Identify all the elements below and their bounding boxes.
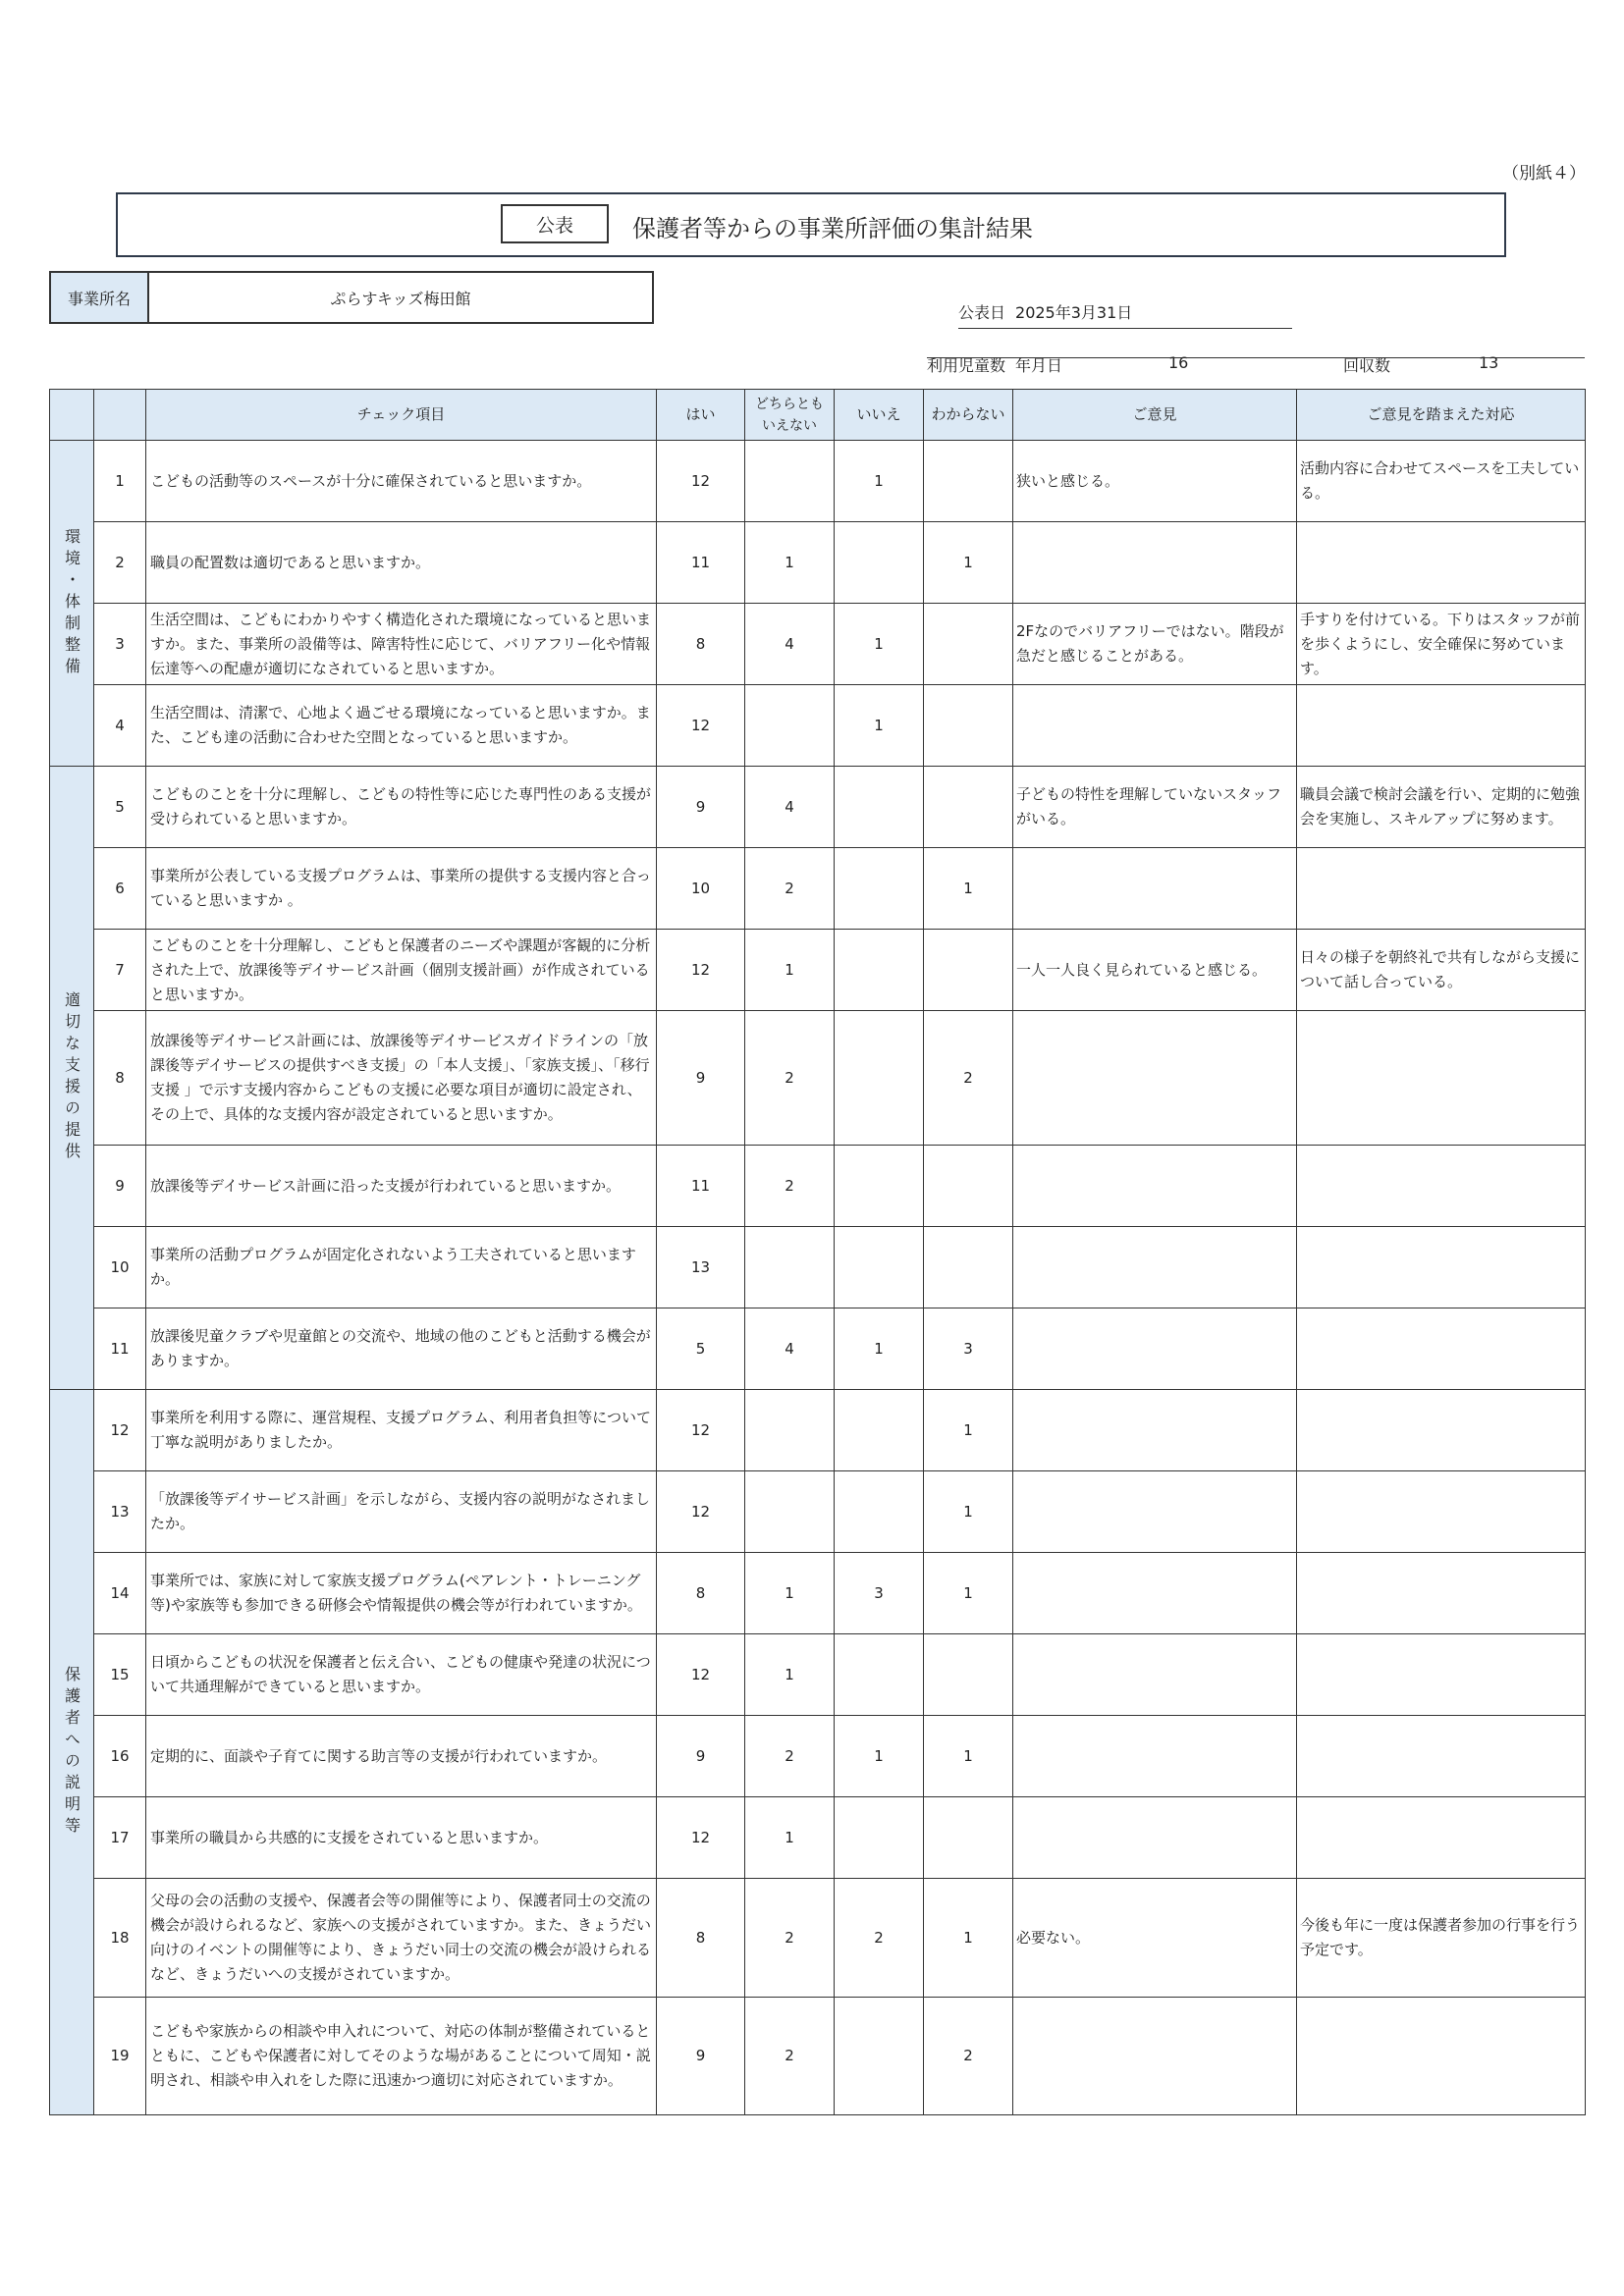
neither-count: 1: [745, 1797, 835, 1879]
opinion: 子どもの特性を理解していないスタッフがいる。: [1013, 767, 1297, 848]
yes-count: 9: [657, 1011, 745, 1146]
office-label: 事業所名: [51, 273, 149, 322]
unknown-count: 1: [924, 1471, 1013, 1553]
unknown-count: 2: [924, 1011, 1013, 1146]
neither-count: 4: [745, 1308, 835, 1390]
no-count: 1: [835, 441, 924, 522]
yes-count: 12: [657, 1634, 745, 1716]
row-number: 4: [94, 685, 146, 767]
publication-badge: 公表: [501, 204, 609, 243]
page-title: 保護者等からの事業所評価の集計結果: [632, 215, 1033, 242]
table-row: [50, 604, 1586, 685]
row-number: 1: [94, 441, 146, 522]
unknown-count: [924, 604, 1013, 685]
header-neither-line2: いえない: [762, 417, 817, 434]
yes-count: 9: [657, 767, 745, 848]
table-row: [50, 1553, 1586, 1634]
opinion: [1013, 1146, 1297, 1227]
opinion: [1013, 1227, 1297, 1308]
unknown-count: 1: [924, 1716, 1013, 1797]
children-count-label: 利用児童数: [927, 356, 1006, 375]
counts-line: [927, 353, 1585, 375]
date-label: 年月日: [1015, 356, 1063, 375]
header-check-item: チェック項目: [146, 390, 657, 441]
opinion: [1013, 1634, 1297, 1716]
header-response: ご意見を踏まえた対応: [1297, 390, 1586, 441]
yes-count: 12: [657, 1797, 745, 1879]
neither-count: [745, 441, 835, 522]
response: [1297, 848, 1586, 930]
no-count: [835, 1797, 924, 1879]
category-cell: [50, 441, 94, 767]
opinion: [1013, 522, 1297, 604]
office-name-box: [49, 271, 654, 324]
neither-count: 2: [745, 1879, 835, 1998]
opinion: [1013, 1998, 1297, 2115]
check-item: こどもや家族からの相談や申入れについて、対応の体制が整備されているとともに、こどもや保護者に対してそのような場があることについて周知・説明され、相談や申入れをした際に迅速かつ適切に対応されていますか。: [146, 1998, 657, 2115]
no-count: 1: [835, 685, 924, 767]
response: [1297, 522, 1586, 604]
check-item: 生活空間は、こどもにわかりやすく構造化された環境になっていると思いますか。また、事業所の設備等は、障害特性に応じて、バリアフリー化や情報伝達等への配慮が適切になされていると思いますか。: [146, 604, 657, 685]
neither-count: 2: [745, 1146, 835, 1227]
opinion: [1013, 1716, 1297, 1797]
yes-count: 8: [657, 1553, 745, 1634]
check-item: 生活空間は、清潔で、心地よく過ごせる環境になっていると思いますか。また、こども達の活動に合わせた空間となっていると思いますか。: [146, 685, 657, 767]
response: 活動内容に合わせてスペースを工夫している。: [1297, 441, 1586, 522]
response: [1297, 1998, 1586, 2115]
row-number: 3: [94, 604, 146, 685]
no-count: 1: [835, 604, 924, 685]
children-count: 16: [1168, 353, 1189, 372]
table-row: [50, 1308, 1586, 1390]
neither-count: 2: [745, 1011, 835, 1146]
publication-date-line: [958, 300, 1292, 329]
category-cell: [50, 767, 94, 1390]
response: [1297, 1716, 1586, 1797]
opinion: [1013, 1308, 1297, 1390]
neither-count: 4: [745, 767, 835, 848]
yes-count: 8: [657, 604, 745, 685]
opinion: 一人一人良く見られていると感じる。: [1013, 930, 1297, 1011]
yes-count: 11: [657, 1146, 745, 1227]
category-label: 環境・体制整備: [62, 527, 81, 679]
table-row: [50, 1146, 1586, 1227]
opinion: [1013, 685, 1297, 767]
no-count: 2: [835, 1879, 924, 1998]
neither-count: 1: [745, 1553, 835, 1634]
no-count: 3: [835, 1553, 924, 1634]
opinion: 2Fなのでバリアフリーではない。階段が急だと感じることがある。: [1013, 604, 1297, 685]
row-number: 11: [94, 1308, 146, 1390]
table-row: [50, 685, 1586, 767]
no-count: [835, 522, 924, 604]
unknown-count: [924, 767, 1013, 848]
no-count: 1: [835, 1308, 924, 1390]
row-number: 7: [94, 930, 146, 1011]
check-item: 父母の会の活動の支援や、保護者会等の開催等により、保護者同士の交流の機会が設けられるなど、家族への支援がされていますか。また、きょうだい向けのイベントの開催等により、きょうだい同士の交流の機会が設けられるなど、きょうだいへの支援がされていますか。: [146, 1879, 657, 1998]
table-row: [50, 767, 1586, 848]
check-item: こどもの活動等のスペースが十分に確保されていると思いますか。: [146, 441, 657, 522]
response: 職員会議で検討会議を行い、定期的に勉強会を実施し、スキルアップに努めます。: [1297, 767, 1586, 848]
table-row: [50, 1471, 1586, 1553]
header-yes: はい: [657, 390, 745, 441]
neither-count: [745, 1471, 835, 1553]
row-number: 5: [94, 767, 146, 848]
response: [1297, 1634, 1586, 1716]
response: [1297, 1471, 1586, 1553]
unknown-count: 1: [924, 522, 1013, 604]
row-number: 9: [94, 1146, 146, 1227]
no-count: [835, 1634, 924, 1716]
no-count: [835, 1471, 924, 1553]
collected-count-label: 回収数: [1343, 356, 1391, 375]
yes-count: 8: [657, 1879, 745, 1998]
neither-count: 4: [745, 604, 835, 685]
neither-count: 1: [745, 522, 835, 604]
neither-count: 2: [745, 848, 835, 930]
yes-count: 12: [657, 685, 745, 767]
check-item: 放課後等デイサービス計画には、放課後等デイサービスガイドラインの「放課後等デイサービスの提供すべき支援」の「本人支援」、「家族支援」、「移行支援 」で示す支援内容からこどもの支援に必要な項目が適切に設定され、その上で、具体的な支援内容が設定されていると思いますか。: [146, 1011, 657, 1146]
yes-count: 12: [657, 441, 745, 522]
category-label: 適切な支援の提供: [62, 991, 81, 1164]
yes-count: 9: [657, 1716, 745, 1797]
opinion: [1013, 848, 1297, 930]
publication-date: 2025年3月31日: [1015, 303, 1133, 322]
opinion: [1013, 1390, 1297, 1471]
row-number: 10: [94, 1227, 146, 1308]
neither-count: [745, 1390, 835, 1471]
opinion: 狭いと感じる。: [1013, 441, 1297, 522]
check-item: 事業所を利用する際に、運営規程、支援プログラム、利用者負担等について丁寧な説明がありましたか。: [146, 1390, 657, 1471]
yes-count: 9: [657, 1998, 745, 2115]
header-opinion: ご意見: [1013, 390, 1297, 441]
no-count: [835, 1011, 924, 1146]
yes-count: 10: [657, 848, 745, 930]
neither-count: 1: [745, 1634, 835, 1716]
unknown-count: [924, 441, 1013, 522]
no-count: [835, 848, 924, 930]
no-count: [835, 1390, 924, 1471]
table-row: [50, 1797, 1586, 1879]
row-number: 18: [94, 1879, 146, 1998]
response: 今後も年に一度は保護者参加の行事を行う予定です。: [1297, 1879, 1586, 1998]
header-category-blank: [50, 390, 94, 441]
category-label: 保護者への説明等: [62, 1666, 81, 1839]
check-item: こどものことを十分に理解し、こどもの特性等に応じた専門性のある支援が受けられていると思いますか。: [146, 767, 657, 848]
response: [1297, 1146, 1586, 1227]
neither-count: 2: [745, 1998, 835, 2115]
row-number: 12: [94, 1390, 146, 1471]
no-count: 1: [835, 1716, 924, 1797]
check-item: 職員の配置数は適切であると思いますか。: [146, 522, 657, 604]
unknown-count: 3: [924, 1308, 1013, 1390]
unknown-count: [924, 930, 1013, 1011]
row-number: 8: [94, 1011, 146, 1146]
table-row: [50, 1011, 1586, 1146]
table-row: [50, 1390, 1586, 1471]
yes-count: 12: [657, 930, 745, 1011]
row-number: 19: [94, 1998, 146, 2115]
unknown-count: 1: [924, 1390, 1013, 1471]
check-item: 「放課後等デイサービス計画」を示しながら、支援内容の説明がなされましたか。: [146, 1471, 657, 1553]
unknown-count: 1: [924, 1553, 1013, 1634]
row-number: 14: [94, 1553, 146, 1634]
neither-count: [745, 685, 835, 767]
no-count: [835, 767, 924, 848]
response: [1297, 1011, 1586, 1146]
row-number: 16: [94, 1716, 146, 1797]
unknown-count: [924, 1797, 1013, 1879]
row-number: 6: [94, 848, 146, 930]
row-number: 13: [94, 1471, 146, 1553]
response: 日々の様子を朝終礼で共有しながら支援について話し合っている。: [1297, 930, 1586, 1011]
collected-count: 13: [1479, 353, 1499, 372]
response: [1297, 1553, 1586, 1634]
header-unknown: わからない: [924, 390, 1013, 441]
unknown-count: [924, 1146, 1013, 1227]
check-item: こどものことを十分理解し、こどもと保護者のニーズや課題が客観的に分析された上で、放課後等デイサービス計画（個別支援計画）が作成されていると思いますか。: [146, 930, 657, 1011]
check-item: 事業所では、家族に対して家族支援プログラム(ペアレント・トレーニング等)や家族等も参加できる研修会や情報提供の機会等が行われていますか。: [146, 1553, 657, 1634]
table-header-row: [50, 390, 1586, 441]
unknown-count: 1: [924, 1879, 1013, 1998]
table-row: [50, 1879, 1586, 1998]
response: [1297, 685, 1586, 767]
header-neither-line1: どちらとも: [755, 396, 824, 412]
yes-count: 5: [657, 1308, 745, 1390]
yes-count: 12: [657, 1471, 745, 1553]
header-neither: [745, 390, 835, 441]
publication-date-label: 公表日: [958, 303, 1006, 322]
office-name: ぷらすキッズ梅田館: [330, 289, 471, 308]
check-item: 放課後等デイサービス計画に沿った支援が行われていると思いますか。: [146, 1146, 657, 1227]
row-number: 2: [94, 522, 146, 604]
table-row: [50, 930, 1586, 1011]
unknown-count: [924, 1634, 1013, 1716]
opinion: [1013, 1471, 1297, 1553]
annex-label: （別紙４）: [1502, 164, 1586, 184]
table-row: [50, 1998, 1586, 2115]
table-row: [50, 1716, 1586, 1797]
header-no: いいえ: [835, 390, 924, 441]
table-row: [50, 522, 1586, 604]
check-item: 事業所が公表している支援プログラムは、事業所の提供する支援内容と合っていると思いますか 。: [146, 848, 657, 930]
header-number-blank: [94, 390, 146, 441]
category-cell: [50, 1390, 94, 2115]
neither-count: 1: [745, 930, 835, 1011]
neither-count: [745, 1227, 835, 1308]
evaluation-table: [49, 389, 1586, 2115]
check-item: 日頃からこどもの状況を保護者と伝え合い、こどもの健康や発達の状況について共通理解ができていると思いますか。: [146, 1634, 657, 1716]
row-number: 17: [94, 1797, 146, 1879]
yes-count: 13: [657, 1227, 745, 1308]
unknown-count: 2: [924, 1998, 1013, 2115]
no-count: [835, 1998, 924, 2115]
response: [1297, 1390, 1586, 1471]
no-count: [835, 1227, 924, 1308]
response: [1297, 1227, 1586, 1308]
table-row: [50, 441, 1586, 522]
no-count: [835, 1146, 924, 1227]
opinion: [1013, 1011, 1297, 1146]
yes-count: 11: [657, 522, 745, 604]
neither-count: 2: [745, 1716, 835, 1797]
opinion: [1013, 1553, 1297, 1634]
check-item: 事業所の活動プログラムが固定化されないよう工夫されていると思いますか。: [146, 1227, 657, 1308]
yes-count: 12: [657, 1390, 745, 1471]
no-count: [835, 930, 924, 1011]
opinion: 必要ない。: [1013, 1879, 1297, 1998]
response: [1297, 1797, 1586, 1879]
check-item: 事業所の職員から共感的に支援をされていると思いますか。: [146, 1797, 657, 1879]
unknown-count: [924, 1227, 1013, 1308]
response: [1297, 1308, 1586, 1390]
unknown-count: 1: [924, 848, 1013, 930]
unknown-count: [924, 685, 1013, 767]
check-item: 放課後児童クラブや児童館との交流や、地域の他のこどもと活動する機会がありますか。: [146, 1308, 657, 1390]
table-row: [50, 1227, 1586, 1308]
opinion: [1013, 1797, 1297, 1879]
response: 手すりを付けている。下りはスタッフが前を歩くようにし、安全確保に努めています。: [1297, 604, 1586, 685]
table-row: [50, 848, 1586, 930]
check-item: 定期的に、面談や子育てに関する助言等の支援が行われていますか。: [146, 1716, 657, 1797]
row-number: 15: [94, 1634, 146, 1716]
table-row: [50, 1634, 1586, 1716]
